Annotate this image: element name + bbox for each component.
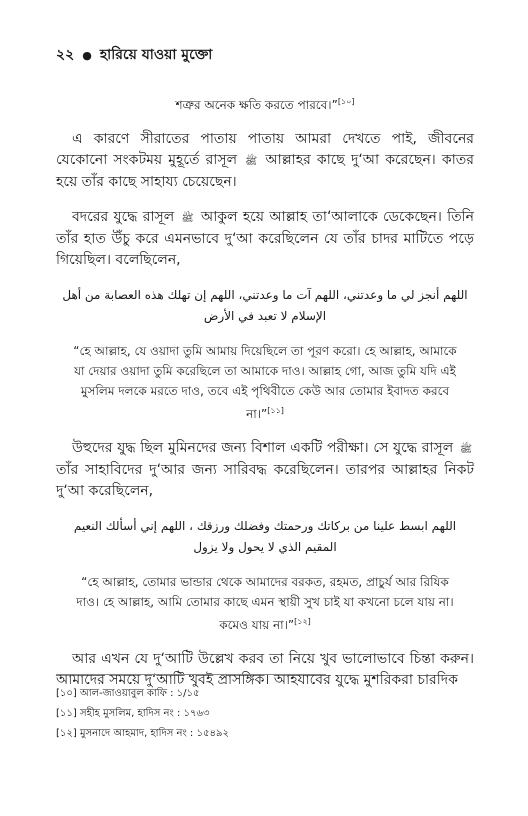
footnotes: [56, 684, 476, 744]
footnote-ref: [১১]: [267, 406, 284, 415]
footnote-10: [১০] আল-জাওয়াবুল কাফি : ১/১৫: [56, 688, 200, 699]
footnote-ref: [১০]: [337, 97, 355, 106]
translation-badr: “হে আল্লাহ, যে ওয়াদা তুমি আমায় দিয়েছিলে তা পূরণ করো। হে আল্লাহ, আমাকে যা দেয়ার ওয়াদা তুমি করেছিলে তা আমাকে দাও। আল্লাহ গো, আজ তুমি যদি এই মুসলিম দলকে মরতে দাও, তবে এই পৃথিবীতে কেউ আর তোমার ইবাদত করবে না।”[১১]: [73, 344, 457, 421]
translation-uhud: “হে আল্লাহ, তোমার ভান্ডার থেকে আমাদের বরকত, রহমত, প্রাচুর্য আর রিযিক দাও। হে আল্লাহ, আমি তোমার কাছে এমন স্থায়ী সুখ চাই যা কখনো চলে যায় না। কমেও যায় না।”[১২]: [76, 575, 454, 632]
salla-symbol: ﷺ: [459, 444, 472, 455]
arabic-dua-uhud: اللهم ابسط علينا من بركاتك ورحمتك وفضلك ورزقك ، اللهم إني أسألك النعيم المقيم الذي لا يحول ولا يزول: [73, 519, 457, 554]
salla-symbol: ﷺ: [245, 156, 258, 167]
salla-symbol: ﷺ: [181, 213, 194, 224]
quote-continuation: শত্রুর অনেক ক্ষতি করতে পারবে।”[১০]: [175, 97, 355, 112]
page-number: ২২: [56, 47, 75, 63]
paragraph-seerah: এ কারণে সীরাতের পাতায় পাতায় আমরা দেখতে পাই, জীবনের যেকোনো সংকটময় মুহূর্তে রাসূল ﷺ আল্লাহর কাছে দু‘আ করেছেন। কাতর হয়ে তাঁর কাছে সাহায্য চেয়েছেন।: [56, 131, 474, 190]
footnote-12: [১২] মুসনাদে আহমাদ, হাদিস নং : ১৫৪৯২: [56, 728, 229, 739]
paragraph-ahzab: আর এখন যে দু‘আটি উল্লেখ করব তা নিয়ে খুব ভালোভাবে চিন্তা করুন। আমাদের সময়ে দু‘আটি খুবই প্রাসঙ্গিক। আহযাবের যুদ্ধে মুশরিকরা চারদিক: [56, 651, 474, 688]
paragraph-badr: বদরের যুদ্ধে রাসূল ﷺ আকুল হয়ে আল্লাহ তা‘আলাকে ডেকেছেন। তিনি তাঁর হাত উঁচু করে এমনভাবে দু‘আ করেছিলেন যে তাঁর চাদর মাটিতে পড়ে গিয়েছিল। বলেছিলেন,: [56, 209, 475, 268]
footnote-11: [১১] সহীহ মুসলিম, হাদিস নং : ১৭৬৩: [56, 708, 210, 719]
arabic-dua-badr: اللهم أنجز لي ما وعدتني، اللهم آت ما وعدتني، اللهم إن تهلك هذه العصابة من أهل الإسلام لا تعبد في الأرض: [62, 288, 468, 323]
footnote-divider: [56, 674, 326, 675]
paragraph-uhud: উহুদের যুদ্ধ ছিল মুমিনদের জন্য বিশাল একটি পরীক্ষা। সে যুদ্ধে রাসূল ﷺ তাঁর সাহাবিদের দু‘আর জন্য সারিবদ্ধ করেছিলেন। তারপর আল্লাহর নিকট দু‘আ করেছিলেন,: [56, 440, 474, 499]
running-header: [56, 43, 476, 67]
header-bullet: ●: [82, 48, 92, 62]
page-content: [56, 92, 474, 705]
footnote-ref: [১২]: [294, 617, 311, 626]
book-title: হারিয়ে যাওয়া মুক্তো: [99, 47, 213, 63]
